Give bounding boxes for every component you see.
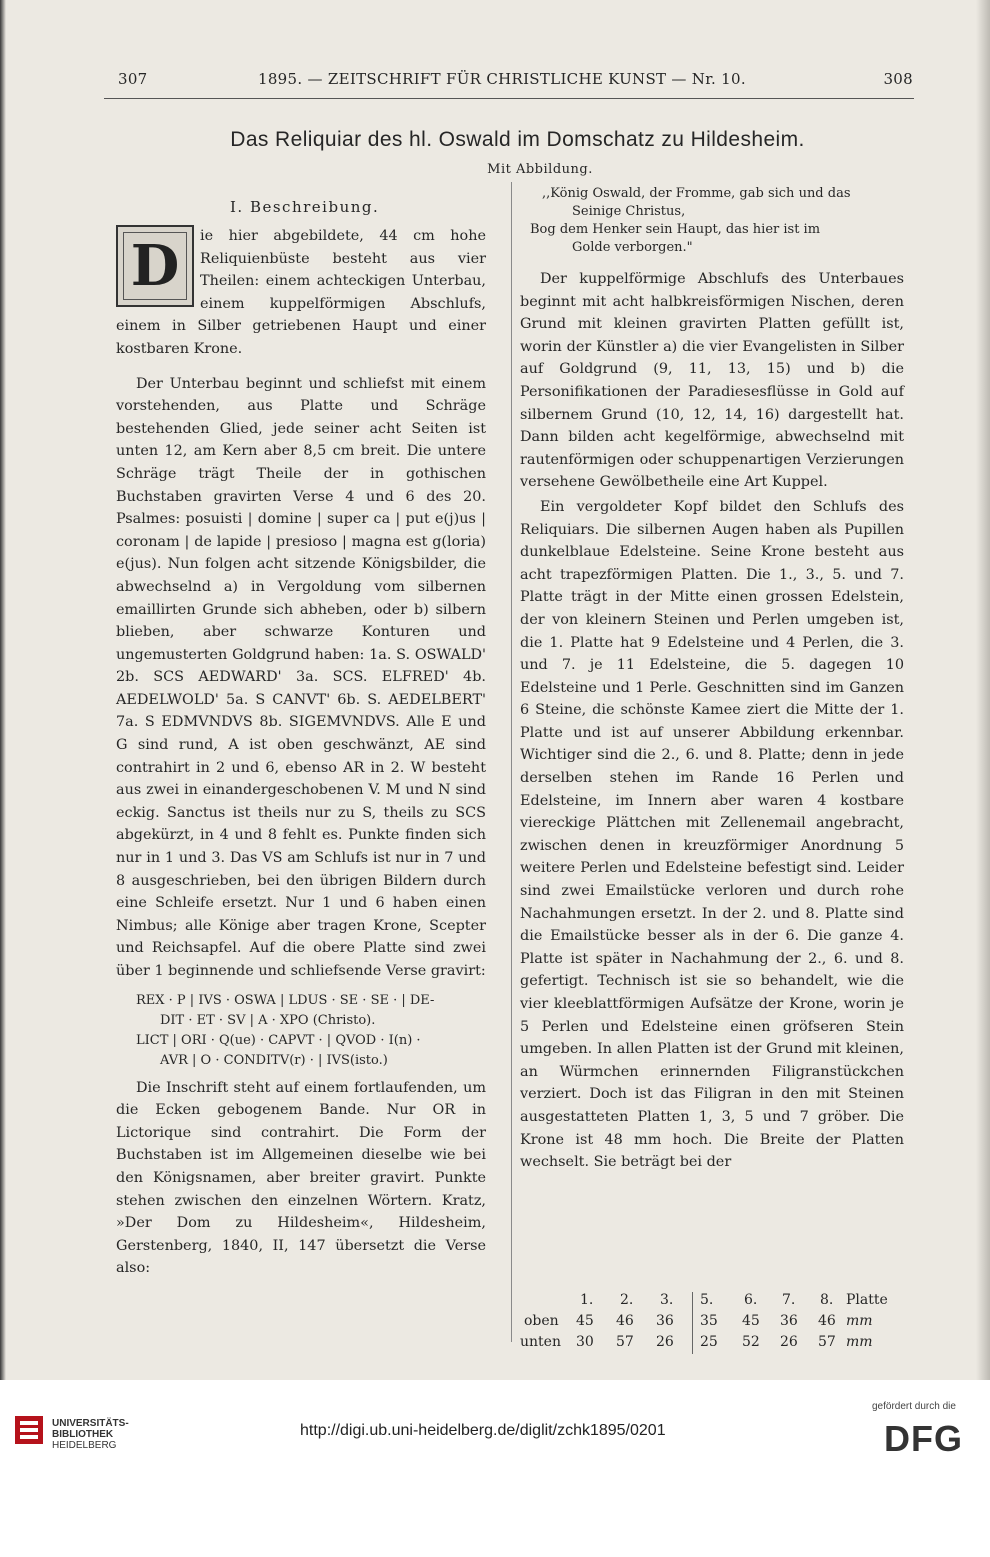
poem-line: ,,König Oswald, der Fromme, gab sich und das <box>542 186 851 201</box>
kuppel-paragraph: Der kuppelförmige Abschlufs des Unterbaues beginnt mit acht halbkreisförmigen Nischen, deren Grund mit kleinen gravirten Platten gefüllt ist, worin der Künstler a) die vier Evangelisten in Silber auf Goldgrund (9, 11, 13, 15) und b) die Personifikationen der Paradiesesflüsse in Gold auf silbernem Grund (10, 12, 14, 16) dargestellt hat. Dann bilden acht kegelförmige, abwechselnd mit rautenförmigen oder schuppenartigen Verzierungen versehene Gewölbetheile eine Art Kuppel. <box>520 271 904 491</box>
section-heading: I. Beschreibung. <box>230 198 380 216</box>
intro-text: ie hier abgebildete, 44 cm hohe Reliquienbüste besteht aus vier Theilen: einem achteckigen Unterbau, einem kuppelförmigen Abschlufs, einem in Silber getriebenen Haupt und einer kostbaren Krone. <box>116 228 486 357</box>
table-header-cell: 2. <box>620 1292 634 1308</box>
table-header-cell: 1. <box>580 1292 594 1308</box>
right-column <box>520 268 904 1174</box>
row-label: oben <box>524 1313 559 1329</box>
left-column <box>116 225 486 1280</box>
page-edge-shadow <box>0 0 6 1380</box>
dimension-table <box>520 1292 910 1354</box>
poem-translation <box>530 185 910 257</box>
permalink-url[interactable]: http://digi.ub.uni-heidelberg.de/diglit/zchk1895/0201 <box>300 1422 666 1439</box>
journal-header: 1895. — ZEITSCHRIFT FÜR CHRISTLICHE KUNST — Nr. 10. <box>258 70 746 88</box>
funding-note: gefördert durch die <box>872 1401 956 1412</box>
table-cell: 35 <box>700 1313 718 1329</box>
table-cell: 46 <box>818 1313 836 1329</box>
article-title: Das Reliquiar des hl. Oswald im Domschatz zu Hildesheim. <box>230 128 805 151</box>
inscription-line: DIT · ET · SV | A · XPO (Christo). <box>160 1012 376 1028</box>
page-number-left: 307 <box>118 70 148 88</box>
table-cell: 26 <box>656 1334 674 1350</box>
header-rule <box>104 98 914 99</box>
poem-line: Bog dem Henker sein Haupt, das hier ist im <box>530 222 821 237</box>
table-cell: 57 <box>616 1334 634 1350</box>
poem-line: Golde verborgen." <box>572 240 693 255</box>
inscription-block <box>116 991 486 1071</box>
viewer-footer <box>0 1380 990 1557</box>
poem-line: Seinige Christus, <box>572 204 686 219</box>
table-cell: 57 <box>818 1334 836 1350</box>
table-cell: 45 <box>742 1313 760 1329</box>
table-header-cell: 6. <box>744 1292 758 1308</box>
table-cell: 52 <box>742 1334 760 1350</box>
unit-label: mm <box>846 1334 873 1350</box>
inscription-line: LICT | ORI · Q(ue) · CAPVT · | QVOD · I(n) · <box>136 1032 421 1048</box>
table-cell: 36 <box>780 1313 798 1329</box>
page-number-right: 308 <box>883 70 913 88</box>
dfg-logo: DFG <box>884 1418 963 1459</box>
table-cell: 46 <box>616 1313 634 1329</box>
running-header <box>118 70 913 92</box>
table-cell: 36 <box>656 1313 674 1329</box>
table-cell: 26 <box>780 1334 798 1350</box>
unterbau-paragraph: Der Unterbau beginnt und schliefst mit einem vorstehenden, aus Platte und Schräge bestehenden Glied, jede seiner acht Seiten ist unten 12, am Kern aber 8,5 cm breit. Die untere Schräge trägt Theile der in gothischen Buchstaben gravirten Verse 4 und 6 des 20. Psalmes: posuisti | domine | super ca | put e(j)us | coronam | de lapide | presioso | magna est g(loria) e(jus). Nun folgen acht sitzende Königsbilder, die abwechselnd a) in Vergoldung vom silbernen emaillirten Grunde sich abheben, oder b) silbern blieben, aber schwarze Konturen und ungemusterten Goldgrund haben: 1a. S. OSWALD' 2b. SCS AEDWARD' 3a. SCS. ELFRED' 4b. AEDELWOLD' 5a. S CANVT' 6b. S. AEDELBERT' 7a. S EDMVNDVS 8b. SIGEMVNDVS. Alle E und G sind rund, A ist oben geschwänzt, AE sind contrahirt in 2 und 6, ebenso AR in 2. W besteht aus zwei in einandergeschobenen V. M und N sind eckig. Sanctus ist theils nur zu S, theils zu SCS abgekürzt, in 4 und 8 fehlt es. Punkte finden sich nur in 1 und 3. Das VS am Schlufs ist nur in 7 und 8 ausgeschrieben, bei den übrigen Bildern durch eine Schleife ersetzt. Nur 1 und 6 haben einen Nimbus; alle Könige aber tragen Krone, Scepter und Reichsapfel. Auf die obere Platte sind zwei über 1 beginnende und schliefsende Verse gravirt: <box>116 375 486 979</box>
library-logo-icon <box>14 1415 44 1445</box>
table-header-cell: 3. <box>660 1292 674 1308</box>
kopf-paragraph: Ein vergoldeter Kopf bildet den Schlufs des Reliquiars. Die silbernen Augen haben als Pupillen dunkelblaue Edelsteine. Seine Krone besteht aus acht trapezförmigen Platten. Die 1., 3., 5. und 7. Platte trägt in der Mitte einen grossen Edelstein, der von kleinern Steinen und Perlen umgeben ist, die 1. Platte hat 9 Edelsteine und 4 Perlen, die 3. und 7. je 11 Edelsteine, die 5. dagegen 10 Edelsteine und 1 Perle. Geschnitten sind im Ganzen 6 Steine, die schönste Kamee ziert die Mitte der 1. Platte und ist auf unserer Abbildung erkennbar. Wichtiger sind die 2., 6. und 8. Platte; denn in jede derselben stehen im Rande 16 Perlen und Edelsteine, im Innern aber waren 4 kostbare viereckige Plättchen mit Zellenemail angebracht, zwischen denen in kreuzförmiger Anordnung 5 weitere Perlen und Edelsteine befestigt sind. Leider sind zwei Emailstücke verloren und durch rohe Nachahmungen ersetzt. In der 2. und 8. Platte sind die Emailstücke besser als in der 6. Die ganze 4. Platte ist später in Nachahmung der 2., 6. und 8. gefertigt. Technisch ist sie so behandelt, wie die vier kleeblattförmigen Aufsätze der Krone, worin je 5 Perlen und Edelsteine einen gröfseren Stein umgeben. In allen Platten ist der Grund mit kleinen, an Würmchen erinnernden Filigranstückchen verziert. Doch ist das Filigran in den mit Steinen ausgestatteten Platten 1, 3, 5 und 7 gröber. Die Krone ist 48 mm hoch. Die Breite der Platten wechselt. Sie beträgt bei der <box>520 498 904 1171</box>
article-subtitle: Mit Abbildung. <box>487 162 593 177</box>
table-cell: 30 <box>576 1334 594 1350</box>
column-divider <box>511 182 512 1342</box>
table-row <box>520 1313 910 1333</box>
table-header-cell: 8. <box>820 1292 834 1308</box>
unit-label: mm <box>846 1313 873 1329</box>
table-header-row <box>520 1292 910 1312</box>
table-cell: 25 <box>700 1334 718 1350</box>
table-cell: 45 <box>576 1313 594 1329</box>
inscription-paragraph: Die Inschrift steht auf einem fortlaufenden, um die Ecken gebogenem Bande. Nur OR in Lictorique sind contrahirt. Die Form der Buchstaben ist im Allgemeinen dieselbe wie bei den Königsnamen, aber breiter gravirt. Punkte stehen zwischen den einzelnen Wörtern. Kratz, »Der Dom zu Hildesheim«, Hildesheim, Gerstenberg, 1840, II, 147 übersetzt die Verse also: <box>116 1079 486 1277</box>
table-header-cell: 5. <box>700 1292 714 1308</box>
inscription-line: AVR | O · CONDITV(r) · | IVS(isto.) <box>160 1052 388 1068</box>
row-label: unten <box>520 1334 561 1350</box>
table-header-cell: 7. <box>782 1292 796 1308</box>
library-name: UNIVERSITÄTS- BIBLIOTHEK HEIDELBERG <box>52 1418 129 1451</box>
intro-paragraph <box>116 225 486 361</box>
page-edge-right <box>976 0 990 1380</box>
table-header-cell: Platte <box>846 1292 888 1308</box>
table-row <box>520 1334 910 1354</box>
inscription-line: REX · P | IVS · OSWA | LDUS · SE · SE · | DE- <box>136 992 435 1008</box>
dropcap-initial: D <box>116 225 194 307</box>
